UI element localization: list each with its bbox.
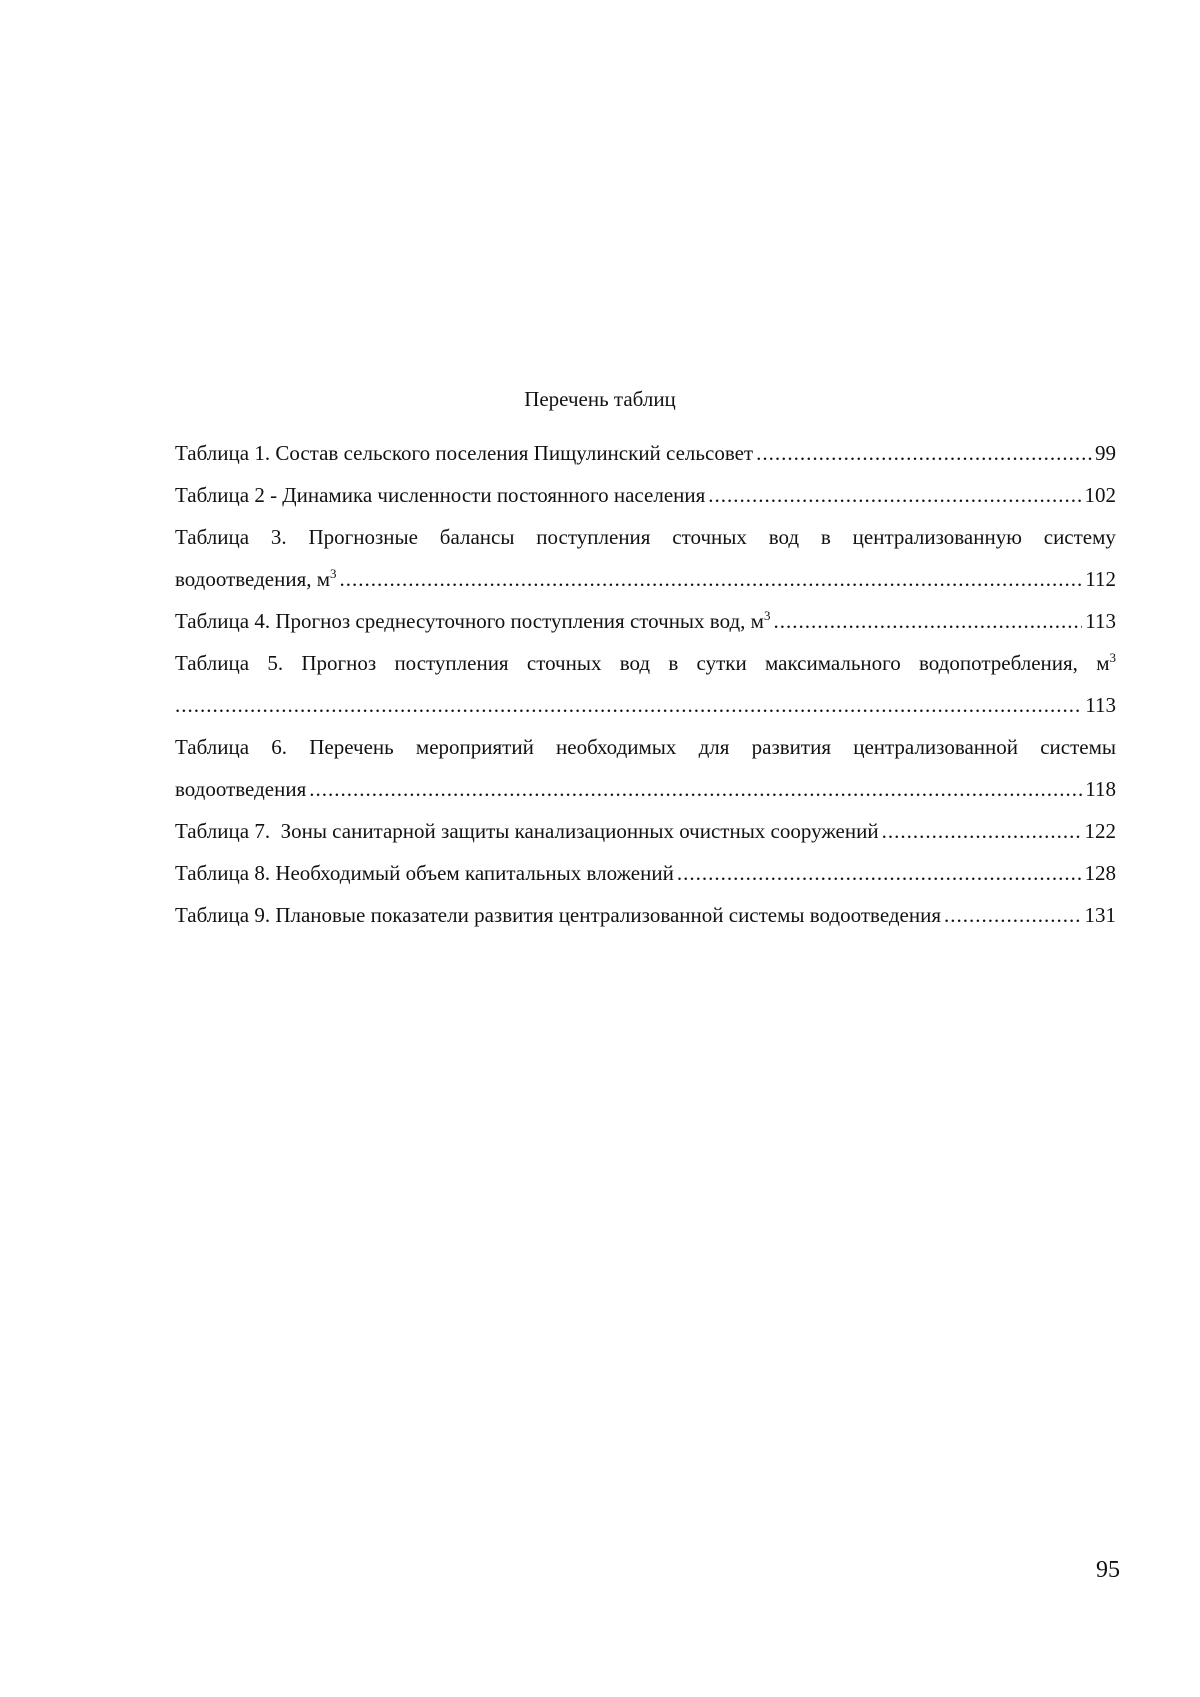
toc-entry-text: Таблица 9. Плановые показатели развития централизованной системы водоотведения bbox=[175, 903, 941, 927]
toc-word: 3. bbox=[270, 525, 287, 549]
toc-word: Прогноз bbox=[301, 651, 377, 675]
toc-entry-table-7[interactable] bbox=[175, 810, 1116, 852]
superscript-3: 3 bbox=[330, 566, 337, 581]
toc-entry-page: 99 bbox=[1095, 441, 1116, 465]
toc-list bbox=[175, 432, 1116, 936]
toc-entry-text bbox=[175, 558, 337, 600]
toc-entry-text: водоотведения bbox=[175, 777, 307, 801]
toc-word: Таблица bbox=[175, 651, 250, 675]
toc-word: мероприятий bbox=[415, 735, 534, 759]
toc-word: сутки bbox=[696, 651, 747, 675]
dot-leader bbox=[677, 852, 1082, 894]
toc-word-unit-main: м bbox=[1096, 651, 1110, 675]
toc-word: в bbox=[820, 525, 831, 549]
toc-word: для bbox=[698, 735, 730, 759]
toc-word: поступления bbox=[536, 525, 651, 549]
page-number: 95 bbox=[1096, 1557, 1120, 1583]
superscript-3: 3 bbox=[1109, 650, 1116, 665]
toc-entry-table-6-line-1[interactable] bbox=[175, 726, 1116, 768]
toc-word: сточных bbox=[672, 525, 747, 549]
toc-entry-table-1[interactable] bbox=[175, 432, 1116, 474]
toc-entry-text-main: водоотведения, м bbox=[175, 567, 331, 591]
toc-entry-page: 113 bbox=[1085, 693, 1116, 717]
toc-entry-table-3-line-1[interactable] bbox=[175, 516, 1116, 558]
toc-title: Перечень таблиц bbox=[524, 387, 676, 411]
toc-entry-text-main: Таблица 4. Прогноз среднесуточного поступления сточных вод, м bbox=[175, 609, 764, 633]
toc-word: поступления bbox=[394, 651, 509, 675]
toc-word: системы bbox=[1040, 735, 1116, 759]
dot-leader bbox=[309, 768, 1082, 810]
dot-leader bbox=[340, 558, 1083, 600]
toc-word: развития bbox=[751, 735, 831, 759]
toc-word: Перечень bbox=[309, 735, 394, 759]
toc-entry-text: Таблица 7. Зоны санитарной защиты канализационных очистных сооружений bbox=[175, 819, 879, 843]
toc-word: балансы bbox=[439, 525, 515, 549]
toc-word: сточных bbox=[526, 651, 602, 675]
toc-entry-table-3-line-2[interactable] bbox=[175, 558, 1116, 600]
toc-entry-page: 128 bbox=[1084, 861, 1116, 885]
dot-leader bbox=[882, 810, 1082, 852]
toc-word: Прогнозные bbox=[308, 525, 418, 549]
toc-word: централизованную bbox=[852, 525, 1022, 549]
toc-entry-page: 112 bbox=[1085, 567, 1116, 591]
toc-entry-page: 122 bbox=[1084, 819, 1116, 843]
toc-entry-text bbox=[175, 600, 770, 642]
toc-entry-table-4[interactable] bbox=[175, 600, 1116, 642]
toc-entry-table-9[interactable] bbox=[175, 894, 1116, 936]
toc-entry-text: Таблица 8. Необходимый объем капитальных вложений bbox=[175, 861, 674, 885]
toc-word: 5. bbox=[267, 651, 284, 675]
toc-entry-table-5-line-2[interactable] bbox=[175, 684, 1116, 726]
toc-word: Таблица bbox=[175, 735, 250, 759]
toc-entry-text: Таблица 1. Состав сельского поселения Пищулинский сельсовет bbox=[175, 441, 754, 465]
dot-leader bbox=[944, 894, 1082, 936]
toc-entry-page: 131 bbox=[1084, 903, 1116, 927]
toc-word: 6. bbox=[271, 735, 288, 759]
toc-word: вод bbox=[768, 525, 800, 549]
dot-leader bbox=[175, 684, 1082, 726]
toc-word: вод bbox=[619, 651, 651, 675]
toc-entry-page: 113 bbox=[1085, 609, 1116, 633]
toc-entry-table-5-line-1[interactable] bbox=[175, 642, 1116, 684]
toc-word: водопотребления, bbox=[919, 651, 1078, 675]
toc-entry-page: 118 bbox=[1085, 777, 1116, 801]
toc-entry-text: Таблица 2 - Динамика численности постоянного населения bbox=[175, 483, 706, 507]
dot-leader bbox=[708, 474, 1081, 516]
toc-word: Таблица bbox=[175, 525, 250, 549]
toc-entry-table-8[interactable] bbox=[175, 852, 1116, 894]
toc-entry-page: 102 bbox=[1084, 483, 1116, 507]
toc-word: необходимых bbox=[556, 735, 677, 759]
superscript-3: 3 bbox=[763, 608, 771, 623]
toc-entry-table-2[interactable] bbox=[175, 474, 1116, 516]
toc-word: максимального bbox=[764, 651, 901, 675]
toc-entry-table-6-line-2[interactable] bbox=[175, 768, 1116, 810]
toc-word: централизованной bbox=[853, 735, 1019, 759]
toc-word: в bbox=[668, 651, 679, 675]
dot-leader bbox=[756, 432, 1092, 474]
toc-word-unit bbox=[1096, 642, 1116, 684]
toc-word: систему bbox=[1043, 525, 1116, 549]
dot-leader bbox=[773, 600, 1082, 642]
